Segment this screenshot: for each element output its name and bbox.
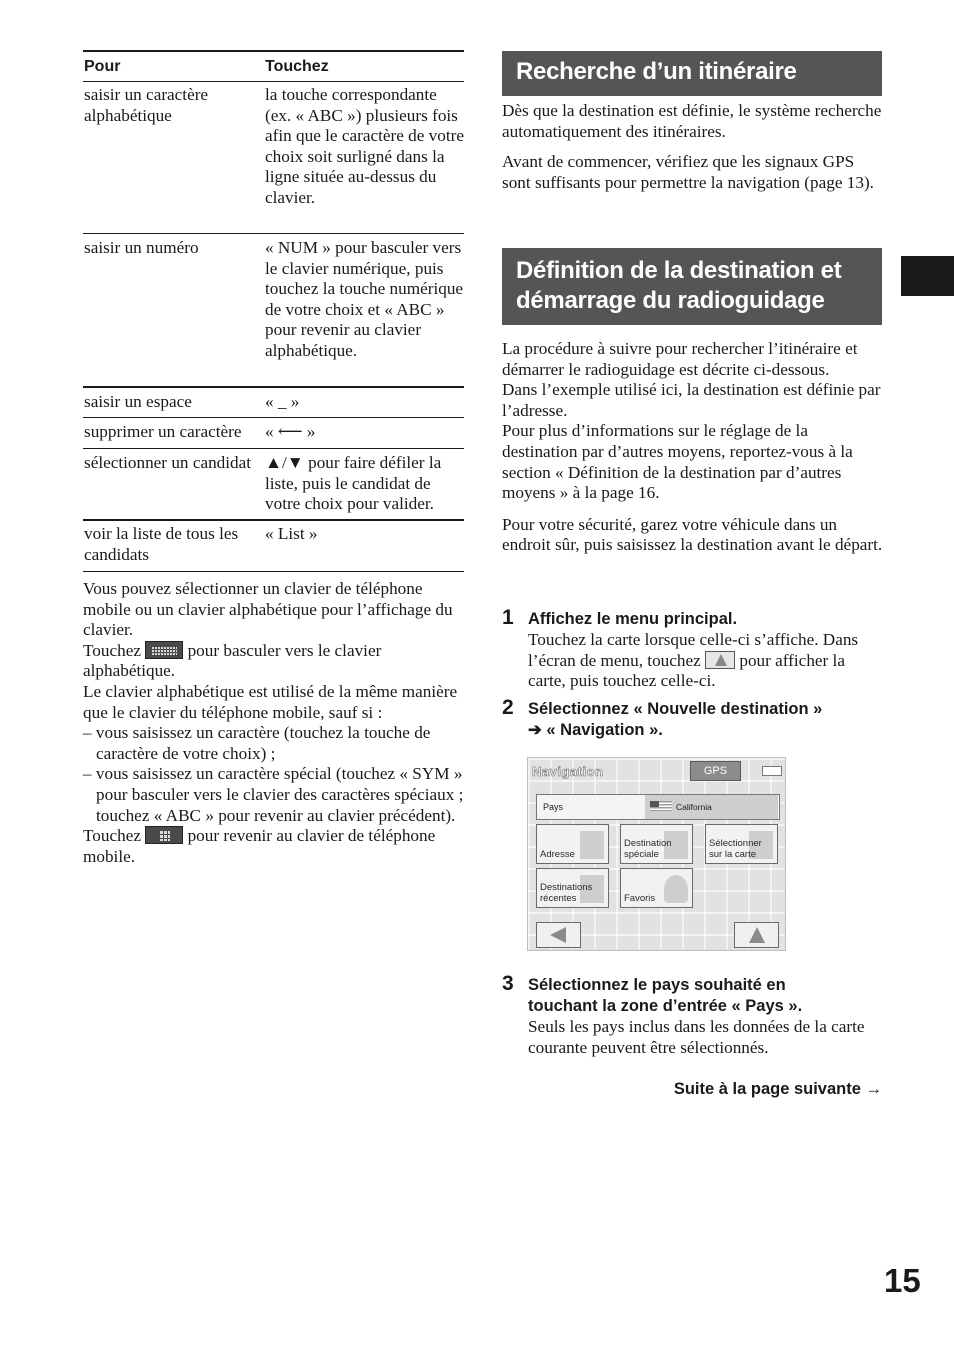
signpost-icon bbox=[580, 831, 604, 859]
paragraph: Le clavier alphabétique est utilisé de la même manière que le clavier du téléphone mobile, sauf si : bbox=[83, 681, 458, 722]
keyboard-icon bbox=[145, 641, 183, 659]
paragraph: Vous pouvez sélectionner un clavier de téléphone mobile ou un clavier alphabétique pour l’affichage du clavier. bbox=[83, 579, 453, 640]
paragraph-text: pour basculer vers le clavier alphabétique. bbox=[83, 640, 382, 681]
step-text: pour afficher la carte, puis touchez celle-ci. bbox=[528, 650, 845, 691]
step-text: Touchez la carte lorsque celle-ci s’affiche. Dans l’écran de menu, touchez bbox=[528, 630, 859, 670]
flag-icon bbox=[650, 801, 672, 812]
table-cell-touchez: la touche correspondante (ex. « ABC ») plusieurs fois afin que le caractère de votre choix soit surligné dans la ligne située au-dessus du clavier. bbox=[265, 85, 464, 207]
table-cell-pour: supprimer un caractère bbox=[84, 422, 242, 441]
table-row bbox=[83, 82, 464, 234]
step-body: Seuls les pays inclus dans les données de la carte courante peuvent être sélectionnés. bbox=[528, 1017, 865, 1057]
gps-button[interactable]: GPS bbox=[690, 761, 741, 781]
table-header bbox=[83, 50, 464, 82]
step-heading-line: ➔ « Navigation ». bbox=[528, 721, 663, 739]
paragraph bbox=[83, 826, 465, 867]
step-heading-line: touchant la zone d’entrée « Pays ». bbox=[528, 997, 803, 1015]
pays-value-text: California bbox=[676, 802, 712, 812]
tile-destinations-recentes[interactable] bbox=[536, 868, 609, 908]
table-row bbox=[83, 234, 464, 388]
step-heading: Affichez le menu principal. bbox=[528, 610, 738, 628]
tile-label: Adresse bbox=[540, 849, 575, 860]
navigation-arrow-button[interactable] bbox=[734, 922, 779, 948]
step-heading bbox=[528, 699, 888, 741]
step-number: 2 bbox=[502, 696, 514, 719]
battery-icon bbox=[762, 766, 782, 776]
table-cell-touchez: ▲/▼ pour faire défiler la liste, puis le candidat de votre choix pour valider. bbox=[265, 453, 442, 514]
step-heading-line: Sélectionnez « Nouvelle destination » bbox=[528, 700, 823, 718]
continued-note: Suite à la page suivante → bbox=[673, 1080, 882, 1098]
table-cell-pour: voir la liste de tous les candidats bbox=[84, 524, 239, 564]
section-title-definition bbox=[502, 248, 882, 325]
table-cell-touchez: « ⟵ » bbox=[265, 422, 316, 441]
tile-destination-speciale[interactable] bbox=[620, 824, 693, 864]
pays-label: Pays bbox=[543, 802, 564, 812]
table-cell-pour: saisir un caractère alphabétique bbox=[84, 85, 209, 125]
table-header-pour: Pour bbox=[84, 58, 121, 75]
chapter-tab bbox=[901, 256, 954, 296]
table-cell-pour: sélectionner un candidat bbox=[84, 453, 252, 472]
tile-label: Destinations récentes bbox=[540, 882, 593, 904]
screen-title: Navigation bbox=[532, 764, 604, 779]
step-body bbox=[528, 630, 868, 692]
table-row bbox=[83, 449, 464, 521]
step-heading-line: Sélectionnez le pays souhaité en bbox=[528, 976, 786, 994]
table-cell-touchez: « List » bbox=[265, 524, 318, 543]
tile-label: Favoris bbox=[624, 893, 656, 904]
heart-icon bbox=[664, 875, 688, 903]
step-number: 3 bbox=[502, 972, 514, 995]
paragraph-text: Touchez bbox=[83, 826, 141, 846]
table-cell-pour: saisir un espace bbox=[84, 392, 192, 411]
tile-label: Sélectionner sur la carte bbox=[709, 838, 762, 860]
back-arrow-button[interactable] bbox=[536, 922, 581, 948]
pays-field[interactable] bbox=[536, 794, 780, 820]
navigation-arrow-icon bbox=[705, 651, 735, 669]
section-title-line: Définition de la destination et bbox=[516, 257, 842, 284]
paragraph: Dans l’exemple utilisé ici, la destination est définie par l’adresse. bbox=[502, 380, 881, 420]
section-title-recherche: Recherche d’un itinéraire bbox=[502, 51, 882, 96]
section-title-line: démarrage du radioguidage bbox=[516, 287, 825, 314]
tile-label: Destination spéciale bbox=[624, 838, 672, 860]
phone-keypad-icon bbox=[145, 826, 183, 844]
table-cell-pour: saisir un numéro bbox=[84, 238, 199, 257]
table-header-touchez: Touchez bbox=[265, 58, 329, 75]
table-row bbox=[83, 521, 464, 572]
tile-favoris[interactable] bbox=[620, 868, 693, 908]
tile-selectionner-carte[interactable] bbox=[705, 824, 778, 864]
paragraph: Pour plus d’informations sur le réglage de la destination par d’autres moyens, reportez-vous à la section « Définition de la destination par d’autres moyens » à la page 16. bbox=[502, 421, 853, 503]
section2-body bbox=[502, 339, 884, 556]
paragraph bbox=[83, 641, 465, 682]
paragraph-text: Touchez bbox=[83, 640, 141, 660]
table-row bbox=[83, 418, 464, 449]
table-cell-touchez: « NUM » pour basculer vers le clavier numérique, puis touchez la touche numérique de votre choix et « ABC » pour revenir au clavier alphabétique. bbox=[265, 238, 464, 360]
tile-adresse[interactable] bbox=[536, 824, 609, 864]
list-item: – vous saisissez un caractère spécial (touchez « SYM » pour basculer vers le clavier des caractères spéciaux ; touchez « ABC » pour revenir au clavier précédent). bbox=[83, 764, 464, 825]
page-number: 15 bbox=[884, 1262, 921, 1299]
paragraph: Dès que la destination est définie, le système recherche automatiquement des itinéraires. bbox=[502, 101, 882, 141]
paragraph: Pour votre sécurité, garez votre véhicule dans un endroit sûr, puis saisissez la destination avant le départ. bbox=[502, 514, 883, 555]
paragraph: La procédure à suivre pour rechercher l’itinéraire et démarrer le radioguidage est décrite ci-dessous. bbox=[502, 339, 858, 379]
navigation-menu-screenshot bbox=[527, 757, 786, 951]
table-row bbox=[83, 388, 464, 418]
paragraph-text: pour revenir au clavier de téléphone mobile. bbox=[83, 826, 436, 866]
section1-body bbox=[502, 101, 884, 193]
paragraph: Avant de commencer, vérifiez que les signaux GPS sont suffisants pour permettre la navigation (page 13). bbox=[502, 152, 874, 192]
step-heading bbox=[528, 975, 888, 1017]
pays-value[interactable] bbox=[645, 795, 778, 819]
step-number: 1 bbox=[502, 606, 514, 629]
list-item: – vous saisissez un caractère (touchez la touche de caractère de votre choix) ; bbox=[83, 723, 431, 763]
keyboard-notes bbox=[83, 579, 465, 867]
table-cell-touchez: « _ » bbox=[265, 392, 300, 411]
